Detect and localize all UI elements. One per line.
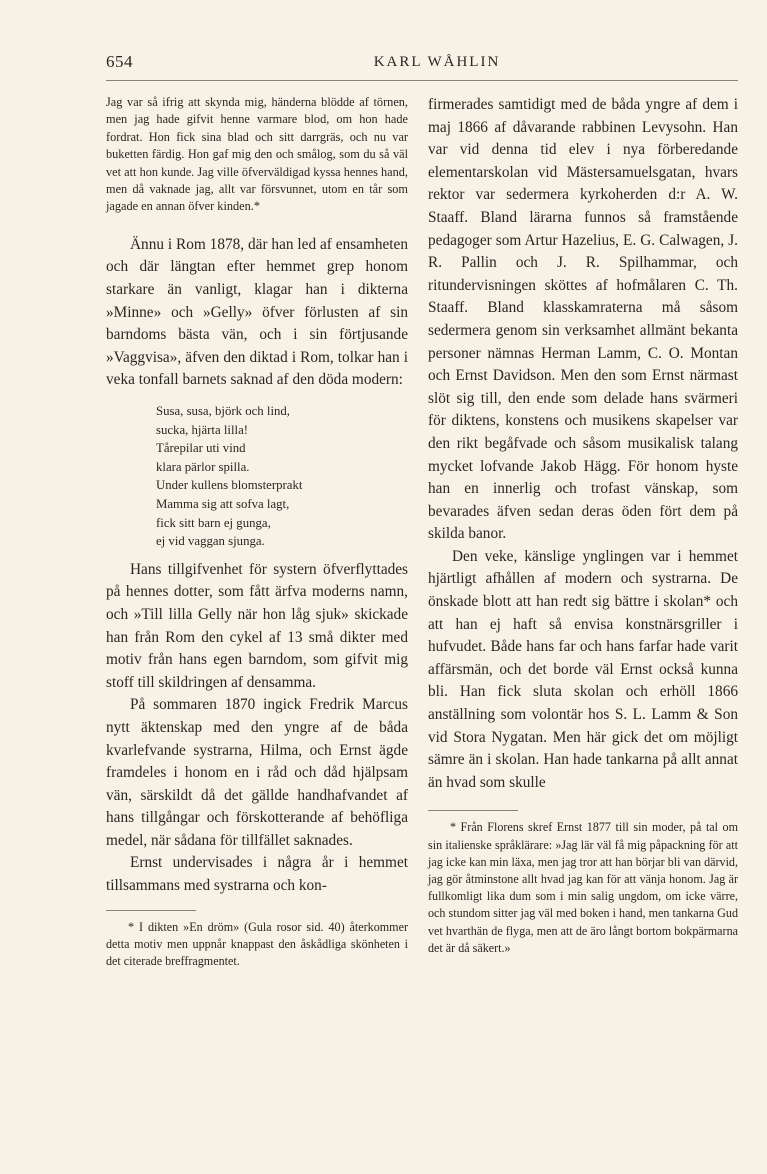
poem-line: Under kullens blomsterprakt — [156, 478, 303, 493]
poem-line: klara pärlor spilla. — [156, 459, 250, 474]
running-head: KARL WÅHLIN — [373, 54, 501, 70]
footnote-right: * Från Florens skref Ernst 1877 till sin moder, på tal om sin italienske språklärare: »Jag lär väl få mig påpackning för att jag icke kan min läxa, men jag tror att han börjar bli van därvid, jag gör åtminstone allt hvad jag kan för att vänja honom. Jag är fullkomligt lika dum som i min salig ungdom, om icke värre, och stundom sitter jag väl med boken i hand, men tankarna Gud vet hvarthän de flyga, men att de äro långt bortom bokpärmarna det är då säkert.» — [428, 820, 738, 955]
page-header — [106, 52, 738, 78]
paragraph-school: firmerades samtidigt med de båda yngre af dem i maj 1866 af dåvarande rabbinen Levysohn. Han var vid denna tid elev i nya förberedande elementarskolan vid Mästersamuelsgatan, hvars rektor var sedermera kyrkoherden d:r A. W. Staaff. Bland lärarna funnos så framstående pedagoger som Artur Hazelius, E. G. Calwagen, J. R. Pallin och J. R. Spilhammar, och ritundervisningen sköttes af hofmålaren C. Th. Staaff. Bland klasskamraterna må såsom sedermera genom sin verksamhet allmänt bekanta personer nämnas Herman Lamm, C. O. Montan och Ernst Davidson. Men den som Ernst närmast slöt sig till, den ende som delade hans svärmeri för diktens, konstens och musikens skapelser var den rikt begåfvade och såsom musikalisk talang mycket lofvande Jakob Hägg. För honom hyste han en innerlig och trofast vänskap, som bevarades äfven sedan deras öden fört dem på skilda banor. — [428, 96, 738, 543]
footnote-rule — [106, 910, 196, 911]
footnote-left: * I dikten »En dröm» (Gula rosor sid. 40) återkommer detta motiv men uppnår knappast den åskådliga skönheten i det citerade breffragmentet. — [106, 919, 408, 969]
page-number: 654 — [106, 52, 133, 71]
poem-line: sucka, hjärta lilla! — [156, 422, 249, 437]
paragraph-rome: Ännu i Rom 1878, där han led af ensamheten och där längtan efter hemmet grep honom starkare än vanligt, klagar han i dikterna »Minne» och »Gelly» öfver förlusten af sin barndoms bästa vän, och i sin förtjusande »Vaggvisa», äfven den diktad i Rom, tolkar han i veka tonfall barnets saknad af den döda modern: — [106, 235, 408, 389]
poem-line: ej vid vaggan sjunga. — [156, 534, 265, 549]
left-column — [106, 94, 408, 970]
poem-line: Susa, susa, björk och lind, — [156, 404, 291, 418]
poem-line: fick sitt barn ej gunga, — [156, 515, 271, 530]
paragraph-youth: Den veke, känslige ynglingen var i hemmet hjärtligt afhållen af modern och systrarna. De önskade blott att han redt sig bättre i skolan* och att han ej haft så envisa konstnärsgriller i hufvudet. Både hans far och hans farfar hade varit affärsmän, och det borde väl Ernst också kunna bli. Han fick sluta skolan och erhöll 1866 anställning som volontär hos S. L. Lamm & Son vid Stora Nygatan. Men här gick det om möjligt sämre än i skolan. Han hade tankarna på allt annat än hvad som skulle — [428, 547, 738, 791]
paragraph-gelly: Hans tillgifvenhet för systern öfverflyttades på hennes dotter, som fått ärfva moderns namn, och »Till lilla Gelly när hon låg sjuk» skickade han från Rom den cykel af 13 små dikter med motiv från hans egen barndom, som gifvit mig stoff till skildringen af densamma. — [106, 560, 408, 691]
poem-vaggvisa — [156, 402, 408, 551]
header-rule — [106, 80, 738, 81]
paragraph-summer-1870: På sommaren 1870 ingick Fredrik Marcus nytt äktenskap med den yngre af de båda kvarlefvande systrarna, Hilma, och Ernst ägde framdeles i honom en i råd och dåd hjälpsam vän, särskildt då det gällde handhafvandet af hans tillgångar och förskotterande af behöfliga medel, när sådana för tillfället saknades. — [106, 696, 408, 849]
right-column — [428, 94, 738, 957]
letter-excerpt: Jag var så ifrig att skynda mig, händerna blödde af törnen, men jag hade gifvit henne varmare blod, om hon hade fordrat. Hon fick sina blad och sitt darrgräs, och nu var buketten färdig. Hon gaf mig den och smålog, som du så väl vet att hon kunde. Jag ville öfverväldigad kyssa hennes hand, men då vaknade jag, allt var försvunnet, utom en tår som jagade en annan öfver kinden.* — [106, 95, 408, 214]
paragraph-education: Ernst undervisades i några år i hemmet tillsammans med systrarna och kon- — [106, 854, 408, 895]
footnote-rule — [428, 810, 518, 811]
poem-line: Tårepilar uti vind — [156, 441, 246, 456]
poem-line: Mamma sig att sofva lagt, — [156, 496, 290, 511]
